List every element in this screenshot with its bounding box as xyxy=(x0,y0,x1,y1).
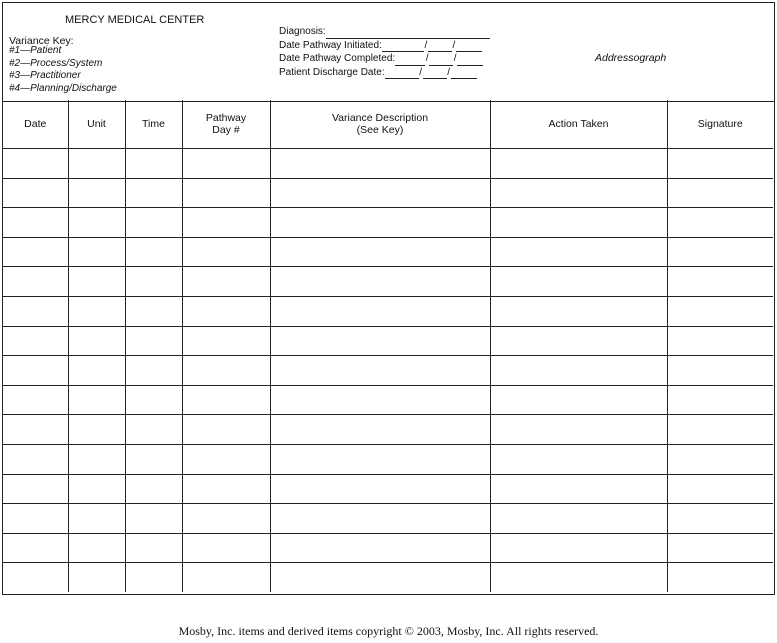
cell-date[interactable] xyxy=(3,208,68,238)
cell-unit[interactable] xyxy=(68,296,125,326)
table-header-row xyxy=(3,100,773,149)
cell-signature[interactable] xyxy=(667,385,773,415)
cell-date[interactable] xyxy=(3,533,68,563)
discharge-date-field[interactable] xyxy=(279,66,490,80)
column-header-unit: Unit xyxy=(68,100,125,149)
table-row xyxy=(3,237,773,267)
cell-signature[interactable] xyxy=(667,356,773,386)
cell-time[interactable] xyxy=(125,444,182,474)
copyright-notice: Mosby, Inc. items and derived items copyright © 2003, Mosby, Inc. All rights reserved. xyxy=(178,624,599,638)
table-row xyxy=(3,563,773,592)
cell-signature[interactable] xyxy=(667,149,773,179)
form-header xyxy=(3,3,774,102)
cell-time[interactable] xyxy=(125,563,182,592)
date-initiated-field[interactable] xyxy=(279,39,490,53)
cell-date[interactable] xyxy=(3,149,68,179)
table-row xyxy=(3,326,773,356)
table-row xyxy=(3,296,773,326)
table-row xyxy=(3,178,773,208)
date-completed-month[interactable] xyxy=(395,55,425,66)
cell-time[interactable] xyxy=(125,326,182,356)
variance-table xyxy=(3,100,773,592)
date-separator: / xyxy=(447,66,451,78)
cell-signature[interactable] xyxy=(667,444,773,474)
discharge-date-year[interactable] xyxy=(451,68,477,79)
date-completed-day[interactable] xyxy=(429,55,453,66)
cell-time[interactable] xyxy=(125,415,182,445)
diagnosis-label: Diagnosis: xyxy=(279,26,326,37)
cell-signature[interactable] xyxy=(667,504,773,534)
variance-key-item-planning: #4—Planning/Discharge xyxy=(9,82,117,94)
cell-signature[interactable] xyxy=(667,178,773,208)
cell-signature[interactable] xyxy=(667,208,773,238)
cell-pathway-day[interactable] xyxy=(182,237,270,267)
date-separator: / xyxy=(453,53,457,64)
cell-unit[interactable] xyxy=(68,267,125,297)
date-separator: / xyxy=(419,66,423,78)
pathway-fields xyxy=(279,25,490,79)
cell-action-taken[interactable] xyxy=(490,356,667,386)
cell-variance-description[interactable] xyxy=(270,208,490,238)
cell-time[interactable] xyxy=(125,208,182,238)
variance-key-title: Variance Key: xyxy=(9,35,74,47)
cell-variance-description[interactable] xyxy=(270,237,490,267)
cell-unit[interactable] xyxy=(68,149,125,179)
discharge-date-label: Patient Discharge Date: xyxy=(279,66,385,78)
cell-unit[interactable] xyxy=(68,237,125,267)
cell-variance-description[interactable] xyxy=(270,563,490,592)
cell-variance-description[interactable] xyxy=(270,533,490,563)
cell-variance-description[interactable] xyxy=(270,149,490,179)
cell-pathway-day[interactable] xyxy=(182,504,270,534)
cell-date[interactable] xyxy=(3,474,68,504)
cell-unit[interactable] xyxy=(68,563,125,592)
cell-pathway-day[interactable] xyxy=(182,267,270,297)
cell-pathway-day[interactable] xyxy=(182,208,270,238)
table-row xyxy=(3,356,773,386)
cell-time[interactable] xyxy=(125,533,182,563)
date-completed-field[interactable] xyxy=(279,52,490,66)
column-header-pathway-day: Pathway Day # xyxy=(182,100,270,149)
cell-unit[interactable] xyxy=(68,385,125,415)
cell-action-taken[interactable] xyxy=(490,415,667,445)
cell-variance-description[interactable] xyxy=(270,444,490,474)
column-header-action-taken: Action Taken xyxy=(490,100,667,149)
date-initiated-label: Date Pathway Initiated: xyxy=(279,39,382,51)
cell-variance-description[interactable] xyxy=(270,356,490,386)
cell-pathway-day[interactable] xyxy=(182,149,270,179)
date-completed-label: Date Pathway Completed: xyxy=(279,53,396,64)
cell-signature[interactable] xyxy=(667,326,773,356)
cell-unit[interactable] xyxy=(68,326,125,356)
cell-variance-description[interactable] xyxy=(270,296,490,326)
cell-pathway-day[interactable] xyxy=(182,415,270,445)
cell-action-taken[interactable] xyxy=(490,208,667,238)
table-row xyxy=(3,208,773,238)
column-header-signature: Signature xyxy=(667,100,773,149)
column-header-variance-description: Variance Description (See Key) xyxy=(270,100,490,149)
cell-action-taken[interactable] xyxy=(490,326,667,356)
column-header-date: Date xyxy=(3,100,68,149)
cell-date[interactable] xyxy=(3,504,68,534)
cell-pathway-day[interactable] xyxy=(182,385,270,415)
cell-unit[interactable] xyxy=(68,415,125,445)
cell-date[interactable] xyxy=(3,296,68,326)
cell-variance-description[interactable] xyxy=(270,504,490,534)
cell-pathway-day[interactable] xyxy=(182,563,270,592)
variance-key-item-practitioner: #3—Practitioner xyxy=(9,70,81,81)
date-initiated-year[interactable] xyxy=(456,41,482,52)
cell-unit[interactable] xyxy=(68,444,125,474)
date-completed-year[interactable] xyxy=(457,55,483,66)
cell-action-taken[interactable] xyxy=(490,385,667,415)
cell-action-taken[interactable] xyxy=(490,149,667,179)
diagnosis-line[interactable] xyxy=(326,28,490,39)
cell-time[interactable] xyxy=(125,504,182,534)
cell-unit[interactable] xyxy=(68,533,125,563)
cell-time[interactable] xyxy=(125,178,182,208)
date-separator: / xyxy=(424,39,428,51)
cell-signature[interactable] xyxy=(667,237,773,267)
facility-name: MERCY MEDICAL CENTER xyxy=(65,14,205,26)
cell-date[interactable] xyxy=(3,563,68,592)
cell-action-taken[interactable] xyxy=(490,563,667,592)
cell-variance-description[interactable] xyxy=(270,267,490,297)
cell-unit[interactable] xyxy=(68,208,125,238)
addressograph-label: Addressograph xyxy=(595,52,667,64)
table-body xyxy=(3,149,773,592)
cell-time[interactable] xyxy=(125,149,182,179)
column-header-time: Time xyxy=(125,100,182,149)
cell-action-taken[interactable] xyxy=(490,296,667,326)
cell-time[interactable] xyxy=(125,356,182,386)
cell-pathway-day[interactable] xyxy=(182,474,270,504)
cell-pathway-day[interactable] xyxy=(182,296,270,326)
cell-unit[interactable] xyxy=(68,356,125,386)
variance-key-list xyxy=(9,45,117,95)
cell-pathway-day[interactable] xyxy=(182,444,270,474)
cell-variance-description[interactable] xyxy=(270,178,490,208)
cell-variance-description[interactable] xyxy=(270,474,490,504)
cell-action-taken[interactable] xyxy=(490,267,667,297)
cell-date[interactable] xyxy=(3,326,68,356)
cell-date[interactable] xyxy=(3,356,68,386)
diagnosis-field[interactable] xyxy=(279,25,490,39)
variance-record-form xyxy=(2,2,775,595)
cell-action-taken[interactable] xyxy=(490,504,667,534)
cell-action-taken[interactable] xyxy=(490,533,667,563)
table-row xyxy=(3,267,773,297)
cell-date[interactable] xyxy=(3,178,68,208)
variance-key-item-patient: #1—Patient xyxy=(9,45,62,56)
date-separator: / xyxy=(425,53,429,64)
cell-variance-description[interactable] xyxy=(270,415,490,445)
cell-time[interactable] xyxy=(125,474,182,504)
cell-signature[interactable] xyxy=(667,533,773,563)
cell-unit[interactable] xyxy=(68,178,125,208)
cell-signature[interactable] xyxy=(667,563,773,592)
variance-key-item-process: #2—Process/System xyxy=(9,57,103,69)
cell-pathway-day[interactable] xyxy=(182,326,270,356)
cell-action-taken[interactable] xyxy=(490,178,667,208)
table-row xyxy=(3,504,773,534)
table-row xyxy=(3,444,773,474)
cell-unit[interactable] xyxy=(68,474,125,504)
date-initiated-day[interactable] xyxy=(428,41,452,52)
cell-time[interactable] xyxy=(125,267,182,297)
cell-signature[interactable] xyxy=(667,415,773,445)
cell-signature[interactable] xyxy=(667,474,773,504)
cell-time[interactable] xyxy=(125,385,182,415)
date-separator: / xyxy=(452,39,456,51)
table-row xyxy=(3,415,773,445)
table-row xyxy=(3,533,773,563)
cell-unit[interactable] xyxy=(68,504,125,534)
cell-signature[interactable] xyxy=(667,267,773,297)
cell-date[interactable] xyxy=(3,415,68,445)
discharge-date-month[interactable] xyxy=(385,68,419,79)
table-row xyxy=(3,385,773,415)
cell-action-taken[interactable] xyxy=(490,237,667,267)
cell-pathway-day[interactable] xyxy=(182,178,270,208)
cell-date[interactable] xyxy=(3,237,68,267)
cell-pathway-day[interactable] xyxy=(182,533,270,563)
cell-date[interactable] xyxy=(3,267,68,297)
cell-action-taken[interactable] xyxy=(490,474,667,504)
cell-variance-description[interactable] xyxy=(270,385,490,415)
cell-date[interactable] xyxy=(3,385,68,415)
cell-variance-description[interactable] xyxy=(270,326,490,356)
table-row xyxy=(3,149,773,179)
date-initiated-month[interactable] xyxy=(382,41,424,52)
cell-date[interactable] xyxy=(3,444,68,474)
cell-time[interactable] xyxy=(125,237,182,267)
cell-signature[interactable] xyxy=(667,296,773,326)
cell-pathway-day[interactable] xyxy=(182,356,270,386)
cell-time[interactable] xyxy=(125,296,182,326)
cell-action-taken[interactable] xyxy=(490,444,667,474)
table-row xyxy=(3,474,773,504)
discharge-date-day[interactable] xyxy=(423,68,447,79)
